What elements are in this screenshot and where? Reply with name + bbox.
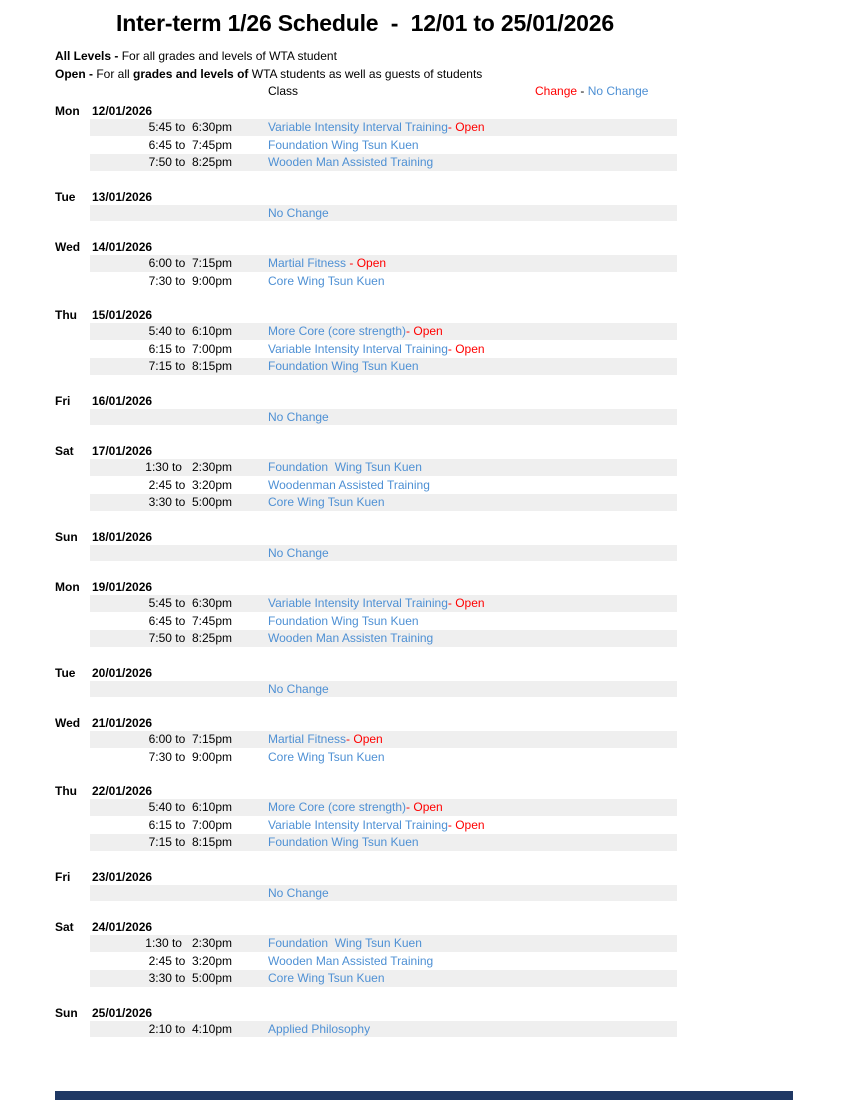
row-time: 5:40 to 6:10pm bbox=[148, 324, 232, 338]
row-class-name: Wooden Man Assisted Training bbox=[268, 155, 434, 169]
schedule-row bbox=[90, 885, 677, 902]
day-name: Sun bbox=[55, 1005, 78, 1020]
schedule-row bbox=[90, 409, 677, 426]
change-legend bbox=[535, 84, 648, 98]
column-header-row bbox=[0, 84, 850, 100]
day-name: Wed bbox=[55, 716, 81, 730]
day-date: 14/01/2026 bbox=[92, 240, 153, 254]
day-header bbox=[55, 1005, 677, 1021]
schedule-row bbox=[90, 273, 677, 290]
day-header bbox=[55, 869, 677, 885]
row-time: 1:30 to 2:30pm bbox=[145, 936, 232, 950]
schedule-row bbox=[90, 323, 677, 340]
row-time: 7:15 to 8:15pm bbox=[148, 359, 232, 373]
schedule-row bbox=[90, 935, 677, 952]
row-time: 3:30 to 5:00pm bbox=[148, 495, 232, 509]
schedule-day-block bbox=[55, 529, 677, 562]
schedule-row bbox=[90, 154, 677, 171]
day-header bbox=[55, 529, 677, 545]
row-time: 6:45 to 7:45pm bbox=[148, 613, 232, 628]
schedule bbox=[55, 103, 677, 1055]
day-date: 16/01/2026 bbox=[92, 393, 153, 408]
row-time: 6:00 to 7:15pm bbox=[148, 256, 232, 270]
schedule-row bbox=[90, 595, 677, 612]
schedule-row bbox=[90, 731, 677, 748]
day-name: Tue bbox=[55, 189, 76, 204]
schedule-row bbox=[90, 119, 677, 136]
day-date: 17/01/2026 bbox=[92, 444, 153, 458]
row-class-name: More Core (core strength) bbox=[268, 800, 407, 814]
row-time: 7:30 to 9:00pm bbox=[148, 273, 232, 288]
day-header bbox=[55, 579, 677, 595]
row-time: 1:30 to 2:30pm bbox=[145, 460, 232, 474]
schedule-row bbox=[90, 205, 677, 222]
day-date: 19/01/2026 bbox=[92, 580, 153, 594]
row-time: 2:10 to 4:10pm bbox=[148, 1021, 232, 1036]
schedule-row bbox=[90, 681, 677, 698]
schedule-row bbox=[90, 341, 677, 358]
schedule-day-block bbox=[55, 665, 677, 698]
day-header bbox=[55, 715, 677, 731]
schedule-row bbox=[90, 749, 677, 766]
row-class-name: Foundation Wing Tsun Kuen bbox=[268, 137, 419, 152]
day-date: 24/01/2026 bbox=[92, 920, 153, 934]
row-class-name: Core Wing Tsun Kuen bbox=[268, 495, 385, 509]
schedule-day-block bbox=[55, 443, 677, 511]
day-header bbox=[55, 919, 677, 935]
row-class-name: No Change bbox=[268, 545, 329, 560]
schedule-row bbox=[90, 255, 677, 272]
row-open-flag: - Open bbox=[447, 817, 485, 832]
row-time: 2:45 to 3:20pm bbox=[148, 477, 232, 492]
schedule-day-block bbox=[55, 919, 677, 987]
schedule-row bbox=[90, 137, 677, 154]
row-class-name: Variable Intensity Interval Training bbox=[268, 817, 448, 832]
row-class-name: Wooden Man Assisten Training bbox=[268, 631, 434, 645]
legend-all-levels bbox=[55, 48, 482, 66]
schedule-day-block bbox=[55, 393, 677, 426]
day-date: 13/01/2026 bbox=[92, 189, 153, 204]
no-change-label: No Change bbox=[587, 84, 649, 98]
row-open-flag: - Open bbox=[346, 732, 383, 746]
schedule-row bbox=[90, 1021, 677, 1038]
row-time: 5:40 to 6:10pm bbox=[148, 800, 232, 814]
legend-open bbox=[55, 66, 482, 84]
row-time: 7:50 to 8:25pm bbox=[148, 155, 232, 169]
row-time: 5:45 to 6:30pm bbox=[148, 120, 232, 134]
schedule-day-block bbox=[55, 579, 677, 647]
row-time: 6:00 to 7:15pm bbox=[148, 732, 232, 746]
row-open-flag: - Open bbox=[447, 596, 485, 610]
row-time: 6:15 to 7:00pm bbox=[148, 341, 232, 356]
row-class-name: Foundation Wing Tsun Kuen bbox=[268, 613, 419, 628]
day-name: Thu bbox=[55, 784, 77, 798]
day-header bbox=[55, 103, 677, 119]
row-open-flag: - Open bbox=[406, 324, 443, 338]
legend-open-desc-bold: grades and levels of bbox=[133, 66, 249, 81]
row-class-name: Wooden Man Assisted Training bbox=[268, 953, 434, 968]
schedule-day-block bbox=[55, 715, 677, 765]
day-name: Mon bbox=[55, 580, 80, 594]
schedule-row bbox=[90, 834, 677, 851]
row-class-name: Core Wing Tsun Kuen bbox=[268, 273, 385, 288]
schedule-day-block bbox=[55, 783, 677, 851]
row-time: 2:45 to 3:20pm bbox=[148, 953, 232, 968]
day-date: 12/01/2026 bbox=[92, 104, 153, 118]
schedule-day-block bbox=[55, 103, 677, 171]
row-time: 7:30 to 9:00pm bbox=[148, 749, 232, 764]
row-open-flag: - Open bbox=[447, 120, 485, 134]
legend-open-desc-1: For all bbox=[93, 66, 134, 81]
legend-all-levels-term: All Levels - bbox=[55, 49, 119, 63]
row-class-name: Foundation Wing Tsun Kuen bbox=[268, 359, 419, 373]
day-name: Fri bbox=[55, 393, 71, 408]
day-name: Tue bbox=[55, 665, 76, 680]
row-class-name: No Change bbox=[268, 409, 329, 424]
row-class-name: No Change bbox=[268, 205, 329, 220]
day-date: 18/01/2026 bbox=[92, 529, 153, 544]
schedule-day-block bbox=[55, 239, 677, 289]
row-class-name: More Core (core strength) bbox=[268, 324, 407, 338]
row-class-name: Foundation Wing Tsun Kuen bbox=[268, 835, 419, 849]
day-date: 20/01/2026 bbox=[92, 665, 153, 680]
schedule-row bbox=[90, 545, 677, 562]
day-name: Thu bbox=[55, 308, 77, 322]
schedule-day-block bbox=[55, 1005, 677, 1038]
change-label: Change bbox=[535, 84, 578, 98]
day-header bbox=[55, 443, 677, 459]
row-time: 6:45 to 7:45pm bbox=[148, 137, 232, 152]
day-name: Sun bbox=[55, 529, 78, 544]
change-separator: - bbox=[577, 84, 588, 98]
day-name: Fri bbox=[55, 869, 71, 884]
legend-open-desc-2: WTA students as well as guests of students bbox=[248, 66, 483, 81]
row-class-name: No Change bbox=[268, 681, 329, 696]
day-header bbox=[55, 239, 677, 255]
day-name: Mon bbox=[55, 104, 80, 118]
schedule-row bbox=[90, 358, 677, 375]
day-date: 25/01/2026 bbox=[92, 1005, 153, 1020]
day-date: 22/01/2026 bbox=[92, 784, 153, 798]
legend-open-term: Open - bbox=[55, 66, 93, 81]
row-open-flag: - Open bbox=[447, 341, 485, 356]
row-time: 7:15 to 8:15pm bbox=[148, 835, 232, 849]
legend-all-levels-desc: For all grades and levels of WTA student bbox=[118, 49, 337, 63]
footer-bar bbox=[55, 1091, 793, 1100]
legend bbox=[55, 48, 482, 83]
row-class-name: Variable Intensity Interval Training bbox=[268, 120, 448, 134]
row-class-name: Core Wing Tsun Kuen bbox=[268, 749, 385, 764]
schedule-row bbox=[90, 494, 677, 511]
row-class-name: Martial Fitness bbox=[268, 732, 347, 746]
day-header bbox=[55, 665, 677, 681]
row-class-name: Foundation Wing Tsun Kuen bbox=[268, 460, 422, 474]
day-date: 21/01/2026 bbox=[92, 716, 153, 730]
row-class-name: Core Wing Tsun Kuen bbox=[268, 971, 385, 985]
day-header bbox=[55, 189, 677, 205]
row-open-flag: - Open bbox=[349, 256, 387, 270]
schedule-row bbox=[90, 817, 677, 834]
schedule-row bbox=[90, 477, 677, 494]
row-time: 3:30 to 5:00pm bbox=[148, 971, 232, 985]
day-header bbox=[55, 393, 677, 409]
day-date: 23/01/2026 bbox=[92, 869, 153, 884]
row-class-name: Martial Fitness bbox=[268, 256, 350, 270]
row-time: 5:45 to 6:30pm bbox=[148, 596, 232, 610]
row-open-flag: - Open bbox=[406, 800, 443, 814]
row-time: 7:50 to 8:25pm bbox=[148, 631, 232, 645]
day-name: Sat bbox=[55, 920, 74, 934]
schedule-row bbox=[90, 613, 677, 630]
day-name: Sat bbox=[55, 444, 74, 458]
schedule-row bbox=[90, 799, 677, 816]
class-column-header: Class bbox=[268, 84, 299, 98]
day-date: 15/01/2026 bbox=[92, 308, 153, 322]
row-class-name: Variable Intensity Interval Training bbox=[268, 596, 448, 610]
row-class-name: Woodenman Assisted Training bbox=[268, 477, 430, 492]
schedule-row bbox=[90, 459, 677, 476]
row-class-name: Applied Philosophy bbox=[268, 1021, 371, 1036]
day-name: Wed bbox=[55, 240, 81, 254]
row-time: 6:15 to 7:00pm bbox=[148, 817, 232, 832]
schedule-day-block bbox=[55, 869, 677, 902]
schedule-row bbox=[90, 970, 677, 987]
row-class-name: Foundation Wing Tsun Kuen bbox=[268, 936, 422, 950]
row-class-name: No Change bbox=[268, 885, 329, 900]
schedule-row bbox=[90, 953, 677, 970]
page-title: Inter-term 1/26 Schedule - 12/01 to 25/01/2026 bbox=[116, 10, 614, 36]
schedule-day-block bbox=[55, 307, 677, 375]
schedule-row bbox=[90, 630, 677, 647]
day-header bbox=[55, 783, 677, 799]
day-header bbox=[55, 307, 677, 323]
schedule-day-block bbox=[55, 189, 677, 222]
row-class-name: Variable Intensity Interval Training bbox=[268, 341, 448, 356]
